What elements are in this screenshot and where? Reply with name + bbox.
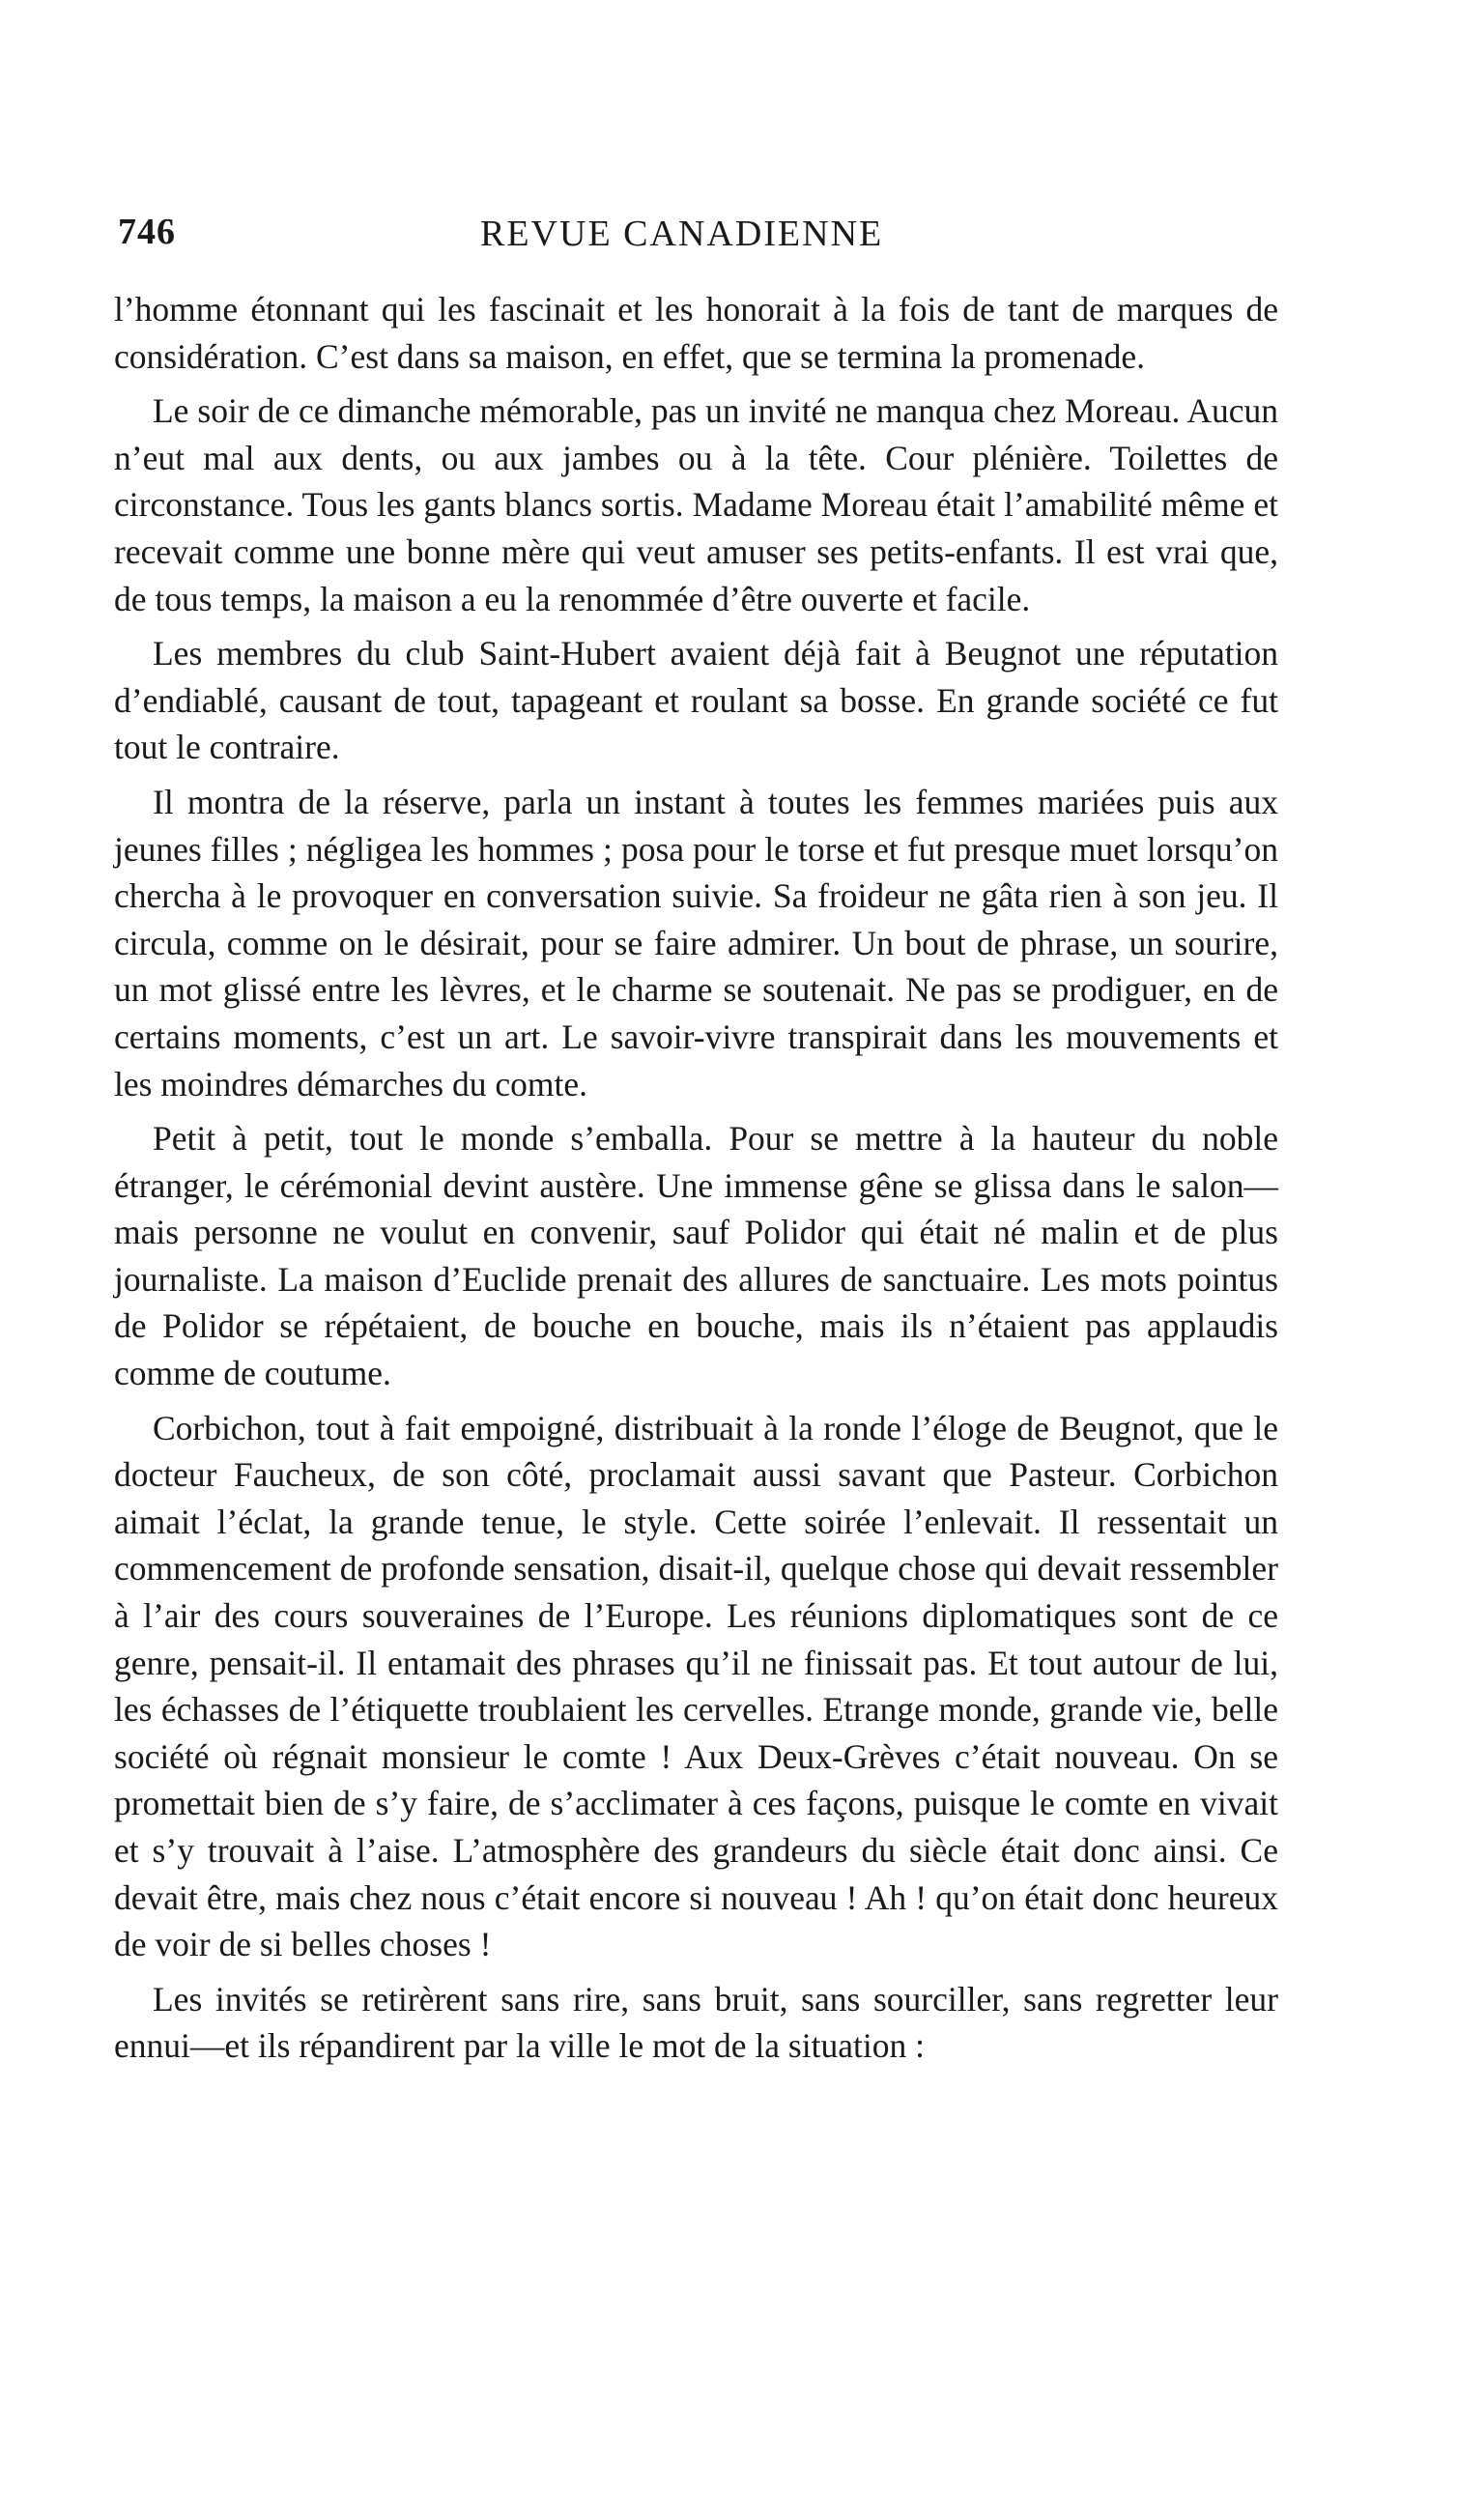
running-title: REVUE CANADIENNE <box>480 214 884 254</box>
paragraph: Corbichon, tout à fait empoigné, distribuait à la ronde l’éloge de Beugnot, que le docteur Faucheux, de son côté, proclamait aussi savant que Pasteur. Corbichon aimait l’éclat, la grande tenue, le style. Cette soirée l’enlevait. Il ressentait un commencement de profonde sensation, disait-il, quelque chose qui devait ressembler à l’air des cours souveraines de l’Europe. Les réunions diplomatiques sont de ce genre, pensait-il. Il entamait des phrases qu’il ne finissait pas. Et tout autour de lui, les échasses de l’étiquette troublaient les cervelles. Etrange monde, grande vie, belle société où régnait monsieur le comte ! Aux Deux-Grèves c’était nouveau. On se promettait bien de s’y faire, de s’acclimater à ces façons, puisque le comte en vivait et s’y trouvait à l’aise. L’atmosphère des grandeurs du siècle était donc ainsi. Ce devait être, mais chez nous c’était encore si nouveau ! Ah ! qu’on était donc heureux de voir de si belles choses ! <box>114 1408 1278 1964</box>
paragraph: Le soir de ce dimanche mémorable, pas un invité ne manqua chez Moreau. Aucun n’eut mal aux dents, ou aux jambes ou à la tête. Cour plénière. Toilettes de circonstance. Tous les gants blancs sortis. Madame Moreau était l’amabilité même et recevait comme une bonne mère qui veut amuser ses petits-enfants. Il est vrai que, de tous temps, la maison a eu la renommée d’être ouverte et facile. <box>114 391 1278 618</box>
paragraph: Il montra de la réserve, parla un instant à toutes les femmes mariées puis aux jeunes filles ; négligea les hommes ; posa pour le torse et fut presque muet lorsqu’on chercha à le provoquer en conversation suivie. Sa froideur ne gâta rien à son jeu. Il circula, comme on le désirait, pour se faire admirer. Un bout de phrase, un sourire, un mot glissé entre les lèvres, et le charme se soutenait. Ne pas se prodiguer, en de certains moments, c’est un art. Le savoir-vivre transpirait dans les mouvements et les moindres démarches du comte. <box>114 782 1278 1103</box>
paragraph: Les invités se retirèrent sans rire, sans bruit, sans sourciller, sans regretter leur ennui—et ils répandirent par la ville le mot de la situation : <box>114 1979 1278 2066</box>
body-text <box>114 286 1278 2070</box>
paragraph: Les membres du club Saint-Hubert avaient déjà fait à Beugnot une réputation d’endiablé, causant de tout, tapageant et roulant sa bosse. En grande société ce fut tout le contraire. <box>114 634 1278 767</box>
page-number: 746 <box>118 212 176 252</box>
page-header <box>118 211 1277 265</box>
paragraph: Petit à petit, tout le monde s’emballa. Pour se mettre à la hauteur du noble étranger, le cérémonial devint austère. Une immense gêne se glissa dans le salon—mais personne ne voulut en convenir, sauf Polidor qui était né malin et de plus journaliste. La maison d’Euclide prenait des allures de sanctuaire. Les mots pointus de Polidor se répétaient, de bouche en bouche, mais ils n’étaient pas applaudis comme de coutume. <box>114 1119 1278 1393</box>
paragraph-continuation: l’homme étonnant qui les fascinait et les honorait à la fois de tant de marques de considération. C’est dans sa maison, en effet, que se termina la promenade. <box>114 290 1278 376</box>
